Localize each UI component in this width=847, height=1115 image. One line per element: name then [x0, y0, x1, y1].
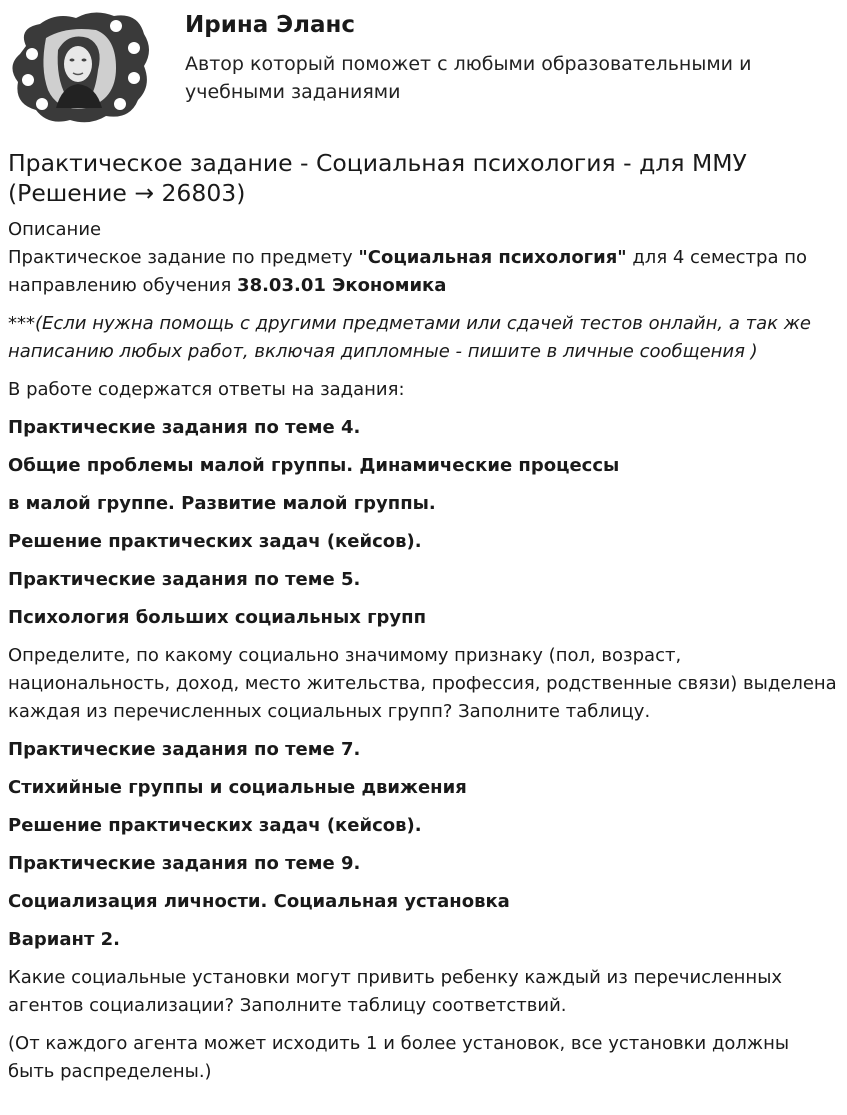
section-line: Общие проблемы малой группы. Динамические процессы: [8, 455, 620, 476]
listing-content: [8, 148, 840, 1086]
contains-text: В работе содержатся ответы на задания:: [8, 379, 405, 400]
section-paragraph: (От каждого агента может исходить 1 и более установок, все установки должны быть распределены.): [8, 1033, 790, 1082]
section-paragraph: Определите, по какому социально значимому признаку (пол, возраст, национальность, доход, место жительства, профессия, родственные связи) выделена каждая из перечисленных социальных групп? Заполните таблицу.: [8, 645, 837, 722]
section-line: Практические задания по теме 7.: [8, 739, 361, 760]
author-description: Автор который поможет с любыми образовательными и учебными заданиями: [185, 53, 752, 103]
section-line: Психология больших социальных групп: [8, 607, 427, 628]
section-line: Практические задания по теме 4.: [8, 417, 361, 438]
section-line: Практические задания по теме 9.: [8, 853, 361, 874]
intro-direction: 38.03.01 Экономика: [237, 275, 447, 296]
sections-list: [8, 414, 840, 1086]
avatar[interactable]: [6, 8, 152, 126]
page-title: Практическое задание - Социальная психология - для ММУ (Решение → 26803): [8, 149, 747, 207]
section-line: Решение практических задач (кейсов).: [8, 815, 422, 836]
section-line: Социализация личности. Социальная установка: [8, 891, 510, 912]
help-note: ***(Если нужна помощь с другими предметами или сдачей тестов онлайн, а так же написанию любых работ, включая дипломные - пишите в личные сообщения ): [8, 313, 811, 362]
section-paragraph: Какие социальные установки могут привить ребенку каждый из перечисленных агентов социализации? Заполните таблицу соответствий.: [8, 967, 783, 1016]
intro-text-1: Практическое задание по предмету: [8, 247, 359, 268]
intro-text-2: для 4 семестра по направлению обучения: [8, 247, 808, 296]
section-line: в малой группе. Развитие малой группы.: [8, 493, 436, 514]
section-line: Практические задания по теме 5.: [8, 569, 361, 590]
section-line: Стихийные группы и социальные движения: [8, 777, 467, 798]
section-line: Решение практических задач (кейсов).: [8, 531, 422, 552]
film-reel-avatar-icon: [6, 8, 152, 126]
section-line: Вариант 2.: [8, 929, 121, 950]
description-label: Описание: [8, 219, 102, 240]
intro-paragraph: [8, 244, 840, 300]
intro-subject: "Социальная психология": [358, 247, 627, 268]
author-header: [0, 0, 847, 130]
author-name[interactable]: Ирина Эланс: [185, 12, 356, 38]
